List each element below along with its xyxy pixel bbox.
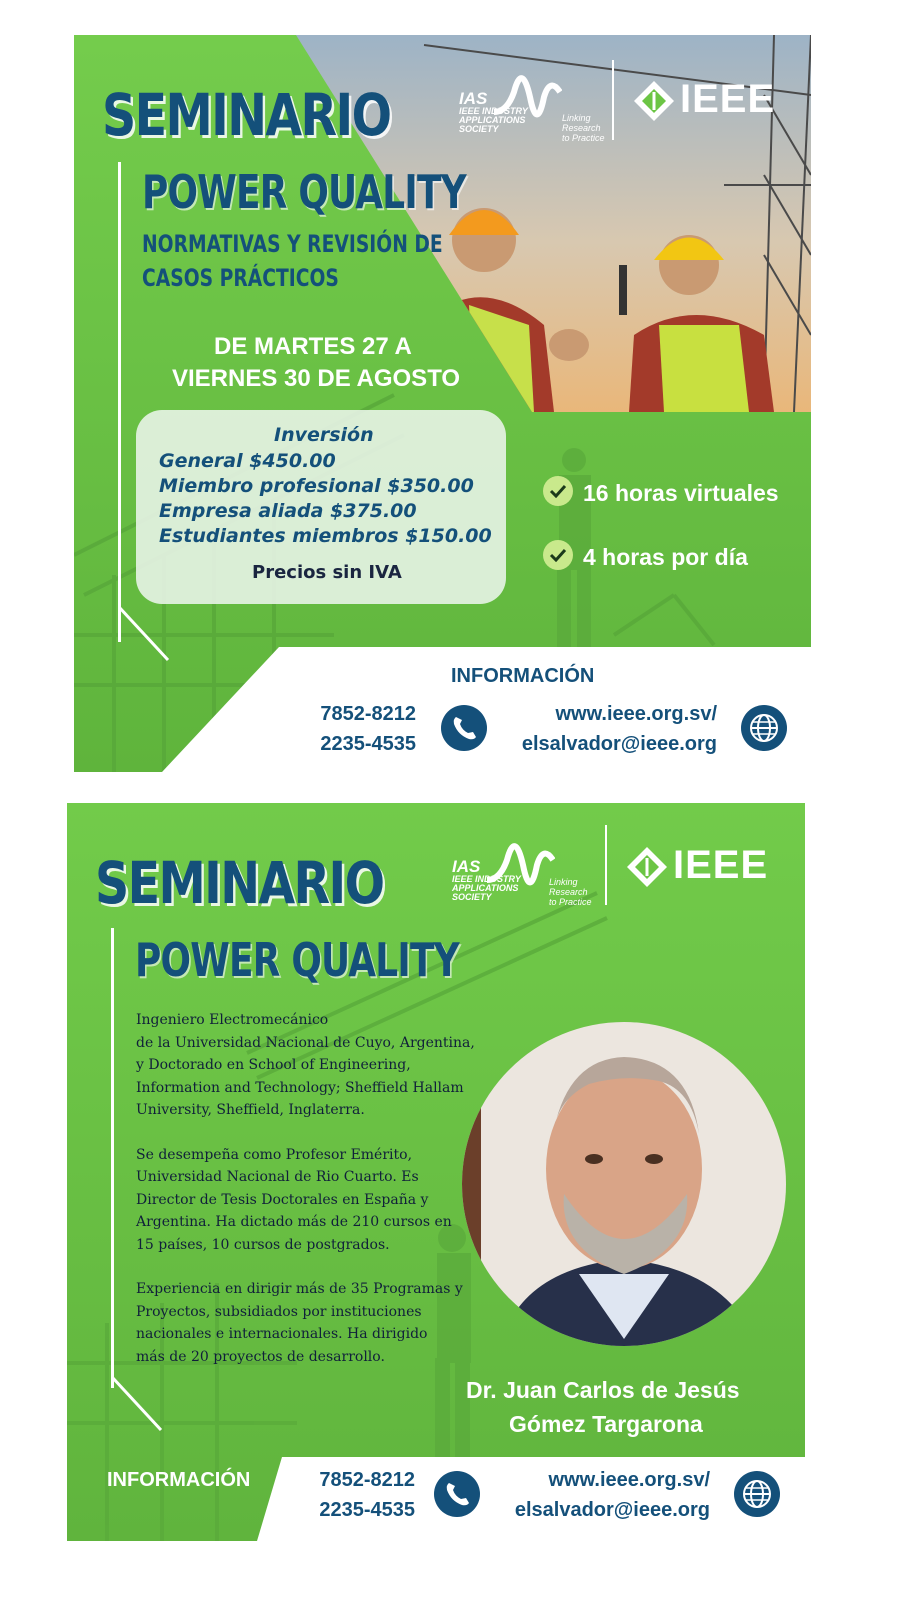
speaker-name-line-2: Gómez Targarona [509,1411,703,1437]
globe-icon[interactable] [734,1471,780,1517]
check-icon [543,476,573,506]
seminar-heading: SEMINARIO [95,849,384,917]
seminar-title: POWER QUALITY [135,933,459,987]
info-title: INFORMACIÓN [451,665,595,687]
email-link[interactable]: elsalvador@ieee.org [514,1499,710,1521]
ias-logo: IAS IEEE INDUSTRY APPLICATIONS SOCIETY [459,89,528,134]
phone-icon[interactable] [441,705,487,751]
hours-total: 16 horas virtuales [583,480,779,506]
ias-tagline: Linking Research to Practice [549,877,592,907]
investment-title: Inversión [274,424,374,446]
hours-per-day: 4 horas por día [583,544,748,570]
price-students: Estudiantes miembros $150.00 [159,525,492,547]
ias-wave-icon [485,825,555,900]
website-link[interactable]: www.ieee.org.sv/ [555,703,717,725]
ias-tagline: Linking Research to Practice [562,113,605,143]
subtitle-line-2: CASOS PRÁCTICOS [142,264,339,292]
logo-divider [605,825,607,905]
website-link[interactable]: www.ieee.org.sv/ [548,1469,710,1491]
ieee-diamond-icon [625,845,669,889]
info-title: INFORMACIÓN [107,1469,251,1491]
price-professional: Miembro profesional $350.00 [159,475,474,497]
ieee-logo-text: IEEE [680,77,776,121]
price-general: General $450.00 [159,450,336,472]
web-contact [507,1465,710,1525]
ias-wave-icon [492,57,562,132]
accent-diagonal [111,1375,191,1435]
ieee-logo-text: IEEE [673,843,769,887]
logo-divider [612,60,614,140]
subtitle-line-1: NORMATIVAS Y REVISIÓN DE [142,230,443,258]
date-line-2: VIERNES 30 DE AGOSTO [172,365,461,392]
price-company: Empresa aliada $375.00 [159,500,417,522]
price-note: Precios sin IVA [252,562,402,583]
ias-logo: IAS IEEE INDUSTRY APPLICATIONS SOCIETY [452,857,521,902]
globe-icon[interactable] [741,705,787,751]
web-contact [514,699,717,759]
phone-numbers: 7852-8212 2235-4535 [319,1469,415,1521]
speaker-photo [459,1019,789,1349]
check-icon [543,540,573,570]
investment-box [136,410,506,604]
seminar-flyer-2 [67,803,805,1541]
email-link[interactable]: elsalvador@ieee.org [521,733,717,755]
accent-line [111,928,114,1388]
accent-line [118,162,121,642]
speaker-name-line-1: Dr. Juan Carlos de Jesús [466,1377,740,1403]
date-line-1: DE MARTES 27 A [214,333,412,360]
ieee-diamond-icon [632,79,676,123]
speaker-bio: Ingeniero Electromecánico de la Universidad Nacional de Cuyo, Argentina, y Doctorado en School of Engineering, Information and Technology; Sheffield Hallam University, Sheffield, Inglaterra. Se desempeña como Profesor Emérito, Universidad Nacional de Rio Cuarto. Es Director de Tesis Doctorales en España y Argentina. Ha dictado más de 210 cursos en 15 países, 10 cursos de postgrados. Experiencia en dirigir más de 35 Programas y Proyectos, subsidiados por instituciones nacionales e internacionales. Ha dirigido más de 20 proyectos de desarrollo. [136,1012,475,1365]
phone-numbers: 7852-8212 2235-4535 [320,703,416,755]
seminar-heading: SEMINARIO [102,81,391,149]
seminar-flyer-1 [74,35,811,772]
seminar-title: POWER QUALITY [142,165,466,219]
phone-icon[interactable] [434,1471,480,1517]
